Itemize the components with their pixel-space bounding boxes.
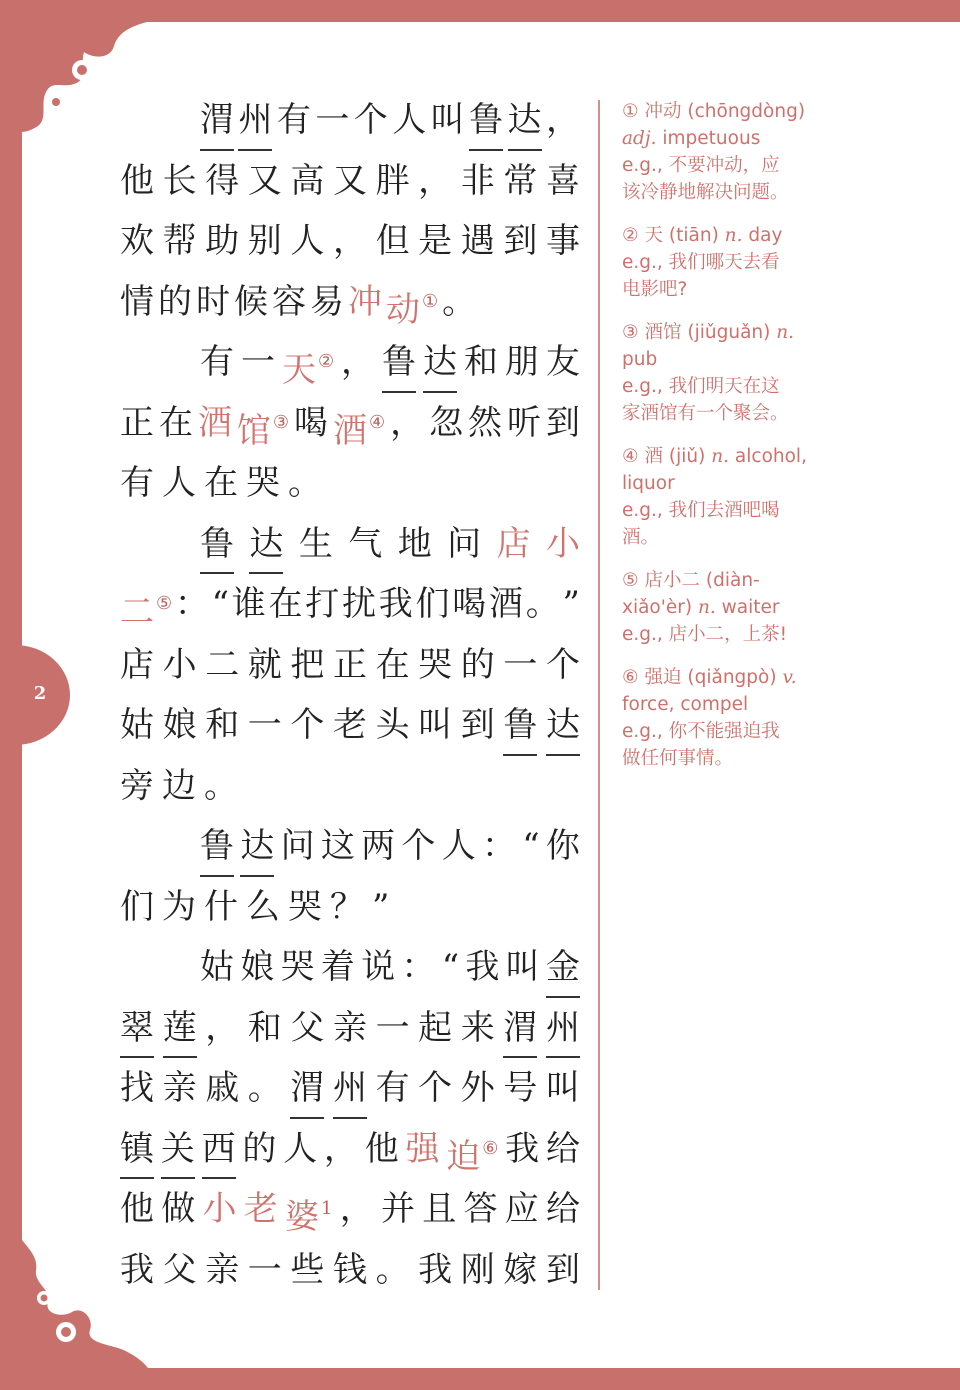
story-char: 着 xyxy=(320,947,355,987)
story-char: 在 xyxy=(158,402,193,443)
story-char: 嫁 xyxy=(503,1249,538,1290)
glossary-example: e.g., 我们去酒吧喝 xyxy=(622,500,780,521)
story-line xyxy=(120,756,580,817)
story-char: 叫 xyxy=(505,947,540,987)
story-char: 个 xyxy=(401,826,436,866)
story-char: 谁 xyxy=(231,584,266,624)
story-char: 旁 xyxy=(120,765,154,806)
story-char: 应 xyxy=(504,1189,539,1229)
proper-noun-char: 翠 xyxy=(120,998,154,1059)
story-char: 两 xyxy=(361,826,396,866)
story-char: 问 xyxy=(447,523,482,564)
footnote-marker: ② xyxy=(317,351,335,372)
glossary-number: ⑤ xyxy=(622,570,639,591)
vocab-char: 酒 xyxy=(197,402,232,443)
proper-noun-char: 达 xyxy=(249,514,283,575)
story-char: 娘 xyxy=(162,705,197,745)
column-divider xyxy=(598,100,600,1290)
glossary-pos: v. xyxy=(782,667,797,688)
story-char: 个 xyxy=(353,100,388,140)
story-char: 叫 xyxy=(545,1068,580,1108)
story-line xyxy=(120,514,580,575)
story-char: 助 xyxy=(205,221,240,261)
story-char: 有 xyxy=(120,463,154,503)
page-number: 2 xyxy=(33,683,47,704)
story-char: ， xyxy=(418,160,453,201)
story-char: 和 xyxy=(463,342,498,382)
glossary-column xyxy=(622,98,822,788)
glossary-meaning: day xyxy=(748,225,783,246)
footnote-marker: ⑤ xyxy=(156,593,173,614)
glossary-pinyin: (chōngdòng) xyxy=(687,101,806,122)
story-char: 我 xyxy=(378,584,413,624)
story-char: 姑 xyxy=(120,705,154,745)
glossary-meaning: alcohol, liquor xyxy=(622,446,807,494)
story-char: ： xyxy=(481,826,516,866)
story-char: 有 xyxy=(200,342,234,382)
proper-noun-char: 渭 xyxy=(290,1058,324,1119)
glossary-number: ① xyxy=(622,101,639,122)
story-char: 喜 xyxy=(545,160,580,201)
vocab-char: 馆 ③ xyxy=(236,410,290,451)
story-char: 哭 xyxy=(280,947,315,987)
story-char: 人 xyxy=(162,463,196,503)
story-line xyxy=(120,695,580,756)
story-char: 。 xyxy=(525,584,560,624)
story-char: 们 xyxy=(120,886,154,927)
proper-noun-char: 镇 xyxy=(120,1119,154,1180)
story-char: 刚 xyxy=(460,1249,495,1290)
story-char: 些 xyxy=(290,1249,325,1290)
story-char: 常 xyxy=(503,160,538,201)
story-char: 么 xyxy=(246,886,280,927)
story-char: 人 xyxy=(290,221,325,261)
glossary-example: 电影吧? xyxy=(622,279,688,300)
proper-noun-char: 西 xyxy=(202,1119,236,1180)
story-char: 戚 xyxy=(205,1068,240,1108)
glossary-word: 强迫 xyxy=(644,667,682,688)
story-text xyxy=(120,90,580,1300)
story-char: 非 xyxy=(460,160,495,201)
story-char: 忽 xyxy=(429,402,464,443)
vocab-char: 冲 xyxy=(348,281,382,322)
story-char: 气 xyxy=(348,523,383,564)
story-char: 老 xyxy=(332,705,367,745)
story-char: ？ xyxy=(330,886,364,927)
story-char: 有 xyxy=(375,1068,410,1108)
story-char: 一 xyxy=(247,705,282,745)
glossary-example: e.g., 你不能强迫我 xyxy=(622,721,780,742)
story-line xyxy=(120,877,580,938)
glossary-pinyin: (tiān) xyxy=(668,225,719,246)
glossary-number: ③ xyxy=(622,322,639,343)
vocab-char: 强 xyxy=(405,1128,440,1169)
story-line xyxy=(120,998,580,1059)
story-char: 欢 xyxy=(120,221,154,261)
story-char: 给 xyxy=(545,1128,580,1169)
story-char: ， xyxy=(332,221,367,261)
glossary-number: ② xyxy=(622,225,639,246)
story-char: 。 xyxy=(288,463,322,503)
story-line xyxy=(120,453,580,514)
vocab-char: 小 xyxy=(545,523,580,564)
story-char: 朋 xyxy=(504,342,539,382)
story-char: 一 xyxy=(247,1249,282,1290)
story-char: 生 xyxy=(298,523,333,564)
footnote-marker: ① xyxy=(422,290,439,312)
vocab-char: 店 xyxy=(496,523,531,564)
story-char: 。 xyxy=(247,1068,282,1108)
story-char: 他 xyxy=(120,1189,154,1229)
story-char: 地 xyxy=(397,523,432,564)
story-char: 说 xyxy=(361,947,396,987)
footnote-marker: ③ xyxy=(272,411,290,433)
story-char: 他 xyxy=(120,160,154,201)
story-char: 亲 xyxy=(205,1249,240,1290)
story-char: 亲 xyxy=(332,1007,367,1048)
glossary-example: 家酒馆有一个聚会。 xyxy=(622,403,789,424)
proper-noun-char: 莲 xyxy=(163,998,197,1059)
story-char: 做 xyxy=(161,1189,196,1229)
glossary-pinyin: (jiǔ) xyxy=(668,446,706,467)
story-char: ， xyxy=(323,1128,358,1169)
glossary-example: e.g., 我们明天在这 xyxy=(622,376,780,397)
vocab-char: 婆 $^1$ xyxy=(285,1197,333,1237)
story-char: 的 xyxy=(242,1128,277,1169)
story-char: 但 xyxy=(375,221,410,261)
story-line xyxy=(120,151,580,212)
proper-noun-char: 州 xyxy=(546,998,580,1059)
story-char: 胖 xyxy=(375,160,410,201)
story-char: 们 xyxy=(415,584,450,624)
story-char: 找 xyxy=(120,1068,154,1108)
story-char: 高 xyxy=(290,160,325,201)
story-char: 人 xyxy=(441,826,476,866)
proper-noun-char: 达 xyxy=(546,695,580,756)
story-char: “ xyxy=(441,947,460,987)
story-char: 问 xyxy=(280,826,315,866)
glossary-word: 酒馆 xyxy=(644,322,682,343)
proper-noun-char: 达 xyxy=(240,816,274,877)
proper-noun-char: 达 xyxy=(423,332,457,393)
story-char: 到 xyxy=(460,705,495,745)
story-char: 正 xyxy=(120,402,154,443)
proper-noun-char: 达 xyxy=(508,90,542,151)
story-char: 起 xyxy=(418,1007,453,1048)
story-char: 外 xyxy=(460,1068,495,1108)
story-char: 听 xyxy=(507,402,541,443)
story-char: ， xyxy=(545,100,580,140)
glossary-entry xyxy=(622,222,822,303)
glossary-pinyin: (qiǎngpò) xyxy=(687,667,777,688)
story-char: 姑 xyxy=(200,947,234,987)
proper-noun-char: 鲁 xyxy=(503,695,537,756)
story-line xyxy=(120,635,580,696)
story-char: 并 xyxy=(380,1189,415,1229)
glossary-number: ④ xyxy=(622,446,639,467)
story-char: 长 xyxy=(162,160,197,201)
story-char: 喝 xyxy=(452,584,487,624)
story-char: 哭 xyxy=(288,886,322,927)
story-char: 一 xyxy=(503,644,538,685)
glossary-meaning: pub xyxy=(622,349,658,370)
story-line xyxy=(120,90,580,151)
glossary-pos: n. xyxy=(776,322,795,343)
story-char: 个 xyxy=(290,705,325,745)
glossary-example: 酒。 xyxy=(622,527,660,548)
story-char: 。 xyxy=(204,765,238,806)
footnote-marker: 1 xyxy=(321,1198,333,1219)
story-char: 扰 xyxy=(342,584,377,624)
story-char: 时 xyxy=(196,281,230,322)
story-char: 的 xyxy=(158,281,192,322)
story-char: ， xyxy=(390,402,425,443)
story-char: ， xyxy=(205,1007,240,1048)
glossary-pinyin: (diàn-xiǎo'èr) xyxy=(622,570,760,618)
glossary-pos: n. xyxy=(724,225,743,246)
glossary-word: 店小二 xyxy=(644,570,700,591)
story-char: “ xyxy=(522,826,540,866)
glossary-pos: adj. xyxy=(622,128,657,149)
story-char: 娘 xyxy=(240,947,275,987)
proper-noun-char: 鲁 xyxy=(200,514,234,575)
story-char: 人 xyxy=(283,1128,318,1169)
story-char: “ xyxy=(211,584,230,624)
story-char: 亲 xyxy=(162,1068,197,1108)
story-char: 到 xyxy=(545,402,580,443)
glossary-meaning: force, compel xyxy=(622,694,749,715)
vocab-char: 动 ① xyxy=(386,289,439,330)
story-char: 有 xyxy=(276,100,311,140)
story-char: 到 xyxy=(503,221,538,261)
story-char: ， xyxy=(341,342,376,382)
vocab-char: 迫 ⑥ xyxy=(446,1136,499,1177)
story-char: 为 xyxy=(162,886,196,927)
story-char: 边 xyxy=(162,765,196,806)
glossary-entry xyxy=(622,98,822,206)
proper-noun-char: 鲁 xyxy=(200,816,234,877)
story-char: 和 xyxy=(247,1007,282,1048)
story-char: 给 xyxy=(545,1189,580,1229)
story-char: 你 xyxy=(545,826,580,866)
footnote-marker: ④ xyxy=(368,411,386,433)
story-char: 哭 xyxy=(418,644,453,685)
story-char: 哭 xyxy=(246,463,280,503)
story-char: 别 xyxy=(247,221,282,261)
vocab-char: 小 xyxy=(202,1189,237,1229)
story-char: 他 xyxy=(364,1128,399,1169)
glossary-example: 做任何事情。 xyxy=(622,748,734,769)
glossary-example: e.g., 店小二，上茶! xyxy=(622,624,788,645)
glossary-example: 该冷静地解决问题。 xyxy=(622,182,789,203)
vocab-char: 天 ② xyxy=(281,350,335,390)
story-char: ” xyxy=(562,584,580,624)
story-char: 候 xyxy=(234,281,268,322)
story-char: 到 xyxy=(545,1249,580,1290)
story-char: 头 xyxy=(375,705,410,745)
story-char: 又 xyxy=(332,160,367,201)
glossary-example: e.g., 不要冲动，应 xyxy=(622,155,780,176)
story-char: 把 xyxy=(290,644,325,685)
story-char: 店 xyxy=(120,644,154,685)
story-char: 在 xyxy=(375,644,410,685)
story-char: 事 xyxy=(545,221,580,261)
story-line xyxy=(120,1240,580,1301)
proper-noun-char: 鲁 xyxy=(469,90,503,151)
story-char: 这 xyxy=(320,826,355,866)
glossary-example: e.g., 我们哪天去看 xyxy=(622,252,780,273)
story-char: 个 xyxy=(418,1068,453,1108)
story-char: ” xyxy=(372,886,390,927)
story-char: 人 xyxy=(392,100,427,140)
story-char: 然 xyxy=(468,402,503,443)
story-char: 父 xyxy=(162,1249,197,1290)
story-char: 什 xyxy=(204,886,238,927)
story-char: 二 xyxy=(205,644,240,685)
story-char: 答 xyxy=(463,1189,498,1229)
glossary-number: ⑥ xyxy=(622,667,639,688)
story-char: 来 xyxy=(460,1007,495,1048)
story-char: 友 xyxy=(545,342,580,382)
proper-noun-char: 渭 xyxy=(200,90,234,151)
story-char: 且 xyxy=(422,1189,457,1229)
story-char: 我 xyxy=(120,1249,154,1290)
glossary-entry xyxy=(622,319,822,427)
story-char: 钱 xyxy=(332,1249,367,1290)
proper-noun-char: 关 xyxy=(161,1119,195,1180)
story-line xyxy=(120,1119,580,1180)
story-char: 父 xyxy=(290,1007,325,1048)
story-char: 的 xyxy=(460,644,495,685)
glossary-pinyin: (jiǔguǎn) xyxy=(687,322,771,343)
story-char: 一 xyxy=(240,342,275,382)
story-char: 一 xyxy=(375,1007,410,1048)
story-char: 一 xyxy=(315,100,350,140)
story-char: 我 xyxy=(418,1249,453,1290)
story-line xyxy=(120,393,580,454)
story-line xyxy=(120,816,580,877)
proper-noun-char: 州 xyxy=(333,1058,367,1119)
vocab-char: 酒 ④ xyxy=(332,410,386,451)
story-char: 叫 xyxy=(430,100,465,140)
story-char: 帮 xyxy=(162,221,197,261)
footnote-marker: ⑥ xyxy=(482,1137,499,1159)
story-char: 。 xyxy=(375,1249,410,1290)
glossary-word: 天 xyxy=(644,225,663,246)
story-char: 我 xyxy=(505,1128,540,1169)
story-char: 。 xyxy=(442,281,477,322)
glossary-word: 冲动 xyxy=(644,101,682,122)
story-char: 个 xyxy=(545,644,580,685)
proper-noun-char: 渭 xyxy=(503,998,537,1059)
glossary-entry xyxy=(622,664,822,772)
story-char: ， xyxy=(339,1189,374,1229)
story-char: 得 xyxy=(205,160,240,201)
story-char: 就 xyxy=(247,644,282,685)
story-char: 容 xyxy=(272,281,306,322)
story-char: 在 xyxy=(268,584,303,624)
story-char: 打 xyxy=(305,584,340,624)
story-line xyxy=(120,574,580,635)
glossary-pos: n. xyxy=(711,446,730,467)
story-char: 正 xyxy=(332,644,367,685)
story-char: 易 xyxy=(310,281,344,322)
story-line xyxy=(120,1058,580,1119)
story-line xyxy=(120,937,580,998)
story-line xyxy=(120,1179,580,1240)
glossary-meaning: waiter xyxy=(721,597,780,618)
story-char: 小 xyxy=(162,644,197,685)
story-char: 在 xyxy=(204,463,238,503)
proper-noun-char: 鲁 xyxy=(382,332,416,393)
story-line xyxy=(120,272,580,333)
glossary-entry xyxy=(622,443,822,551)
story-char: 喝 xyxy=(294,402,329,443)
story-char: 遇 xyxy=(460,221,495,261)
glossary-entry xyxy=(622,567,822,648)
story-char: 和 xyxy=(205,705,240,745)
story-line xyxy=(120,332,580,393)
story-char: 酒 xyxy=(489,584,524,624)
story-char: 我 xyxy=(465,947,500,987)
story-char: 情 xyxy=(120,281,154,322)
story-char: 号 xyxy=(503,1068,538,1108)
story-char: 叫 xyxy=(418,705,453,745)
story-char: ： xyxy=(401,947,436,987)
story-char: ： xyxy=(174,584,209,624)
glossary-pos: n. xyxy=(697,597,716,618)
glossary-meaning: impetuous xyxy=(662,128,761,149)
glossary-word: 酒 xyxy=(644,446,663,467)
story-char: 又 xyxy=(247,160,282,201)
vocab-char: 老 xyxy=(243,1189,278,1229)
story-line xyxy=(120,211,580,272)
proper-noun-char: 金 xyxy=(546,937,580,998)
story-char: 是 xyxy=(418,221,453,261)
proper-noun-char: 州 xyxy=(238,90,272,151)
vocab-char: 二 ⑤ xyxy=(120,592,173,632)
